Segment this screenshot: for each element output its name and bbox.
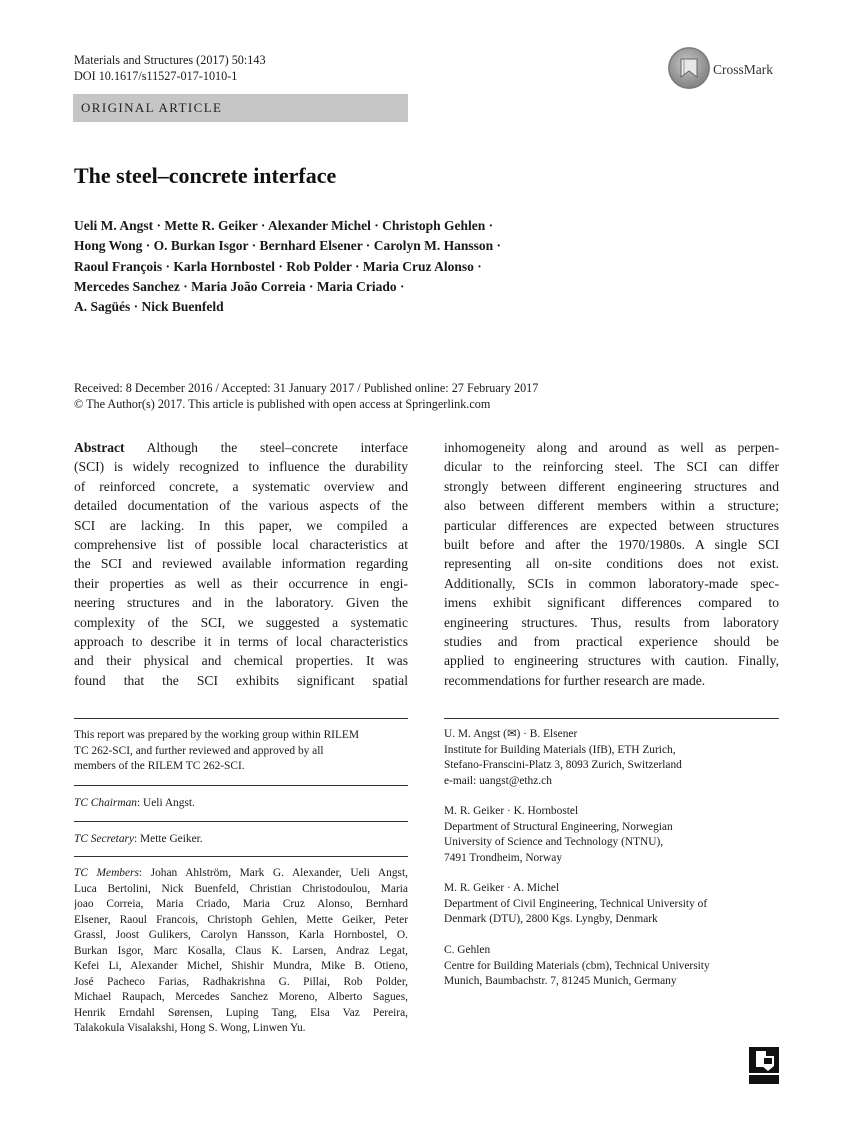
article-type-banner: ORIGINAL ARTICLE (73, 94, 408, 122)
footnote-divider (74, 856, 408, 857)
abstract-line: also between different members within a structure; (444, 498, 779, 514)
abstract-line: complexity of the SCI, we suggested a systematic (74, 614, 408, 630)
abstract-line: studies and from practical experience should be (444, 633, 779, 649)
affiliation-block (444, 804, 779, 866)
rilem-report-note (74, 728, 408, 775)
rilem-logo (748, 1046, 780, 1086)
abstract-line: applied to engineering structures with caution. Finally, (444, 653, 779, 669)
members-line: Talakokula Visalakshi, Hong S. Wong, Linwen Yu. (74, 1022, 306, 1034)
tc-members (74, 866, 408, 1037)
publication-dates (74, 380, 538, 412)
chairman-name: : Ueli Angst. (136, 797, 195, 809)
note-line: TC 262-SCI, and further reviewed and approved by all (74, 744, 324, 757)
affiliation-divider (444, 718, 779, 719)
members-line: Michael Raupach, Mercedes Sanchez Moreno, Alberto Sagues, (74, 991, 408, 1003)
affiliation-line: Stefano-Franscini-Platz 3, 8093 Zurich, Switzerland (444, 759, 682, 771)
abstract-line: the SCI and reviewed available information regarding (74, 556, 408, 572)
note-line: This report was prepared by the working group within RILEM (74, 729, 360, 741)
affiliation-line: Denmark (DTU), 2800 Kgs. Lyngby, Denmark (444, 913, 658, 925)
chairman-label: TC Chairman (74, 797, 137, 809)
affiliation-line: Department of Civil Engineering, Technical University of (444, 897, 708, 910)
secretary-name: : Mette Geiker. (134, 833, 203, 845)
affiliation-line: Munich, Baumbachstr. 7, 81245 Munich, Germany (444, 975, 677, 987)
doi[interactable]: DOI 10.1617/s11527-017-1010-1 (74, 69, 238, 83)
author-list (74, 216, 774, 317)
abstract-line: engineering structures. Thus, results from laboratory (444, 614, 779, 630)
tc-chairman (74, 796, 408, 812)
members-line: Burkan Isgor, Marc Kosalla, Claus K. Larsen, Andraz Legat, (74, 944, 408, 957)
abstract-line: strongly between different engineering structures and (444, 478, 779, 494)
affiliation-line: University of Science and Technology (NTNU), (444, 836, 664, 848)
footnote-divider (74, 718, 408, 719)
affiliation-authors: U. M. Angst (✉) · B. Elsener (444, 728, 578, 740)
abstract-line: (SCI) is widely recognized to influence the durability (74, 459, 408, 475)
author-line: A. Sagüés · Nick Buenfeld (74, 299, 224, 315)
abstract-line: imens exhibit significant differences compared to (444, 595, 779, 611)
author-line: Mercedes Sanchez · Maria João Correia · Maria Criado · (74, 278, 405, 294)
journal-citation (74, 52, 266, 84)
crossmark-icon (668, 47, 710, 89)
members-line: Elsener, Raoul Francois, Christoph Gehlen, Mette Geiker, Peter (74, 913, 408, 926)
affiliation-authors: M. R. Geiker · K. Hornbostel (444, 805, 579, 817)
abstract-line: recommendations for further research are made. (444, 672, 706, 688)
author-line: Ueli M. Angst · Mette R. Geiker · Alexander Michel · Christoph Gehlen · (74, 218, 494, 233)
footnote-divider (74, 821, 408, 822)
crossmark-badge[interactable] (668, 47, 780, 93)
abstract-line: found that the SCI exhibits significant spatial (74, 672, 408, 688)
abstract-label: Abstract (74, 440, 125, 455)
affiliation-block (444, 727, 779, 789)
affiliation-line: Centre for Building Materials (cbm), Technical University (444, 959, 710, 972)
affiliation-line: Institute for Building Materials (IfB), ETH Zurich, (444, 743, 676, 756)
tc-secretary (74, 832, 408, 848)
email-link[interactable]: e-mail: uangst@ethz.ch (444, 774, 552, 787)
abstract-line: Abstract Although the steel–concrete interface (74, 440, 408, 455)
abstract-right-column (444, 438, 779, 690)
abstract-line: of reinforced concrete, a systematic overview and (74, 478, 408, 494)
affiliation-authors: C. Gehlen (444, 944, 491, 956)
secretary-label: TC Secretary (74, 833, 135, 845)
article-title: The steel–concrete interface (74, 163, 337, 188)
rilem-logo-icon (748, 1046, 780, 1086)
affiliation-block (444, 881, 779, 928)
abstract-line: SCI are lacking. In this paper, we compiled a (74, 517, 408, 533)
history-dates: Received: 8 December 2016 / Accepted: 31 January 2017 / Published online: 27 February 2017 (74, 381, 539, 395)
members-line: Luca Bertolini, Nick Buenfeld, Christian Christodoulou, Maria (74, 882, 408, 895)
abstract-line: built before and after the 1970/1980s. A single SCI (444, 536, 779, 552)
journal-volume: Materials and Structures (2017) 50:143 (74, 53, 266, 67)
affiliation-line: Department of Structural Engineering, Norwegian (444, 820, 673, 833)
members-line: Grassl, Joost Gulikers, Carolyn Hansson, Karla Hornbostel, O. (74, 929, 408, 941)
author-line: Raoul François · Karla Hornbostel · Rob Polder · Maria Cruz Alonso · (74, 258, 482, 274)
abstract-left-column (74, 438, 408, 690)
footnote-divider (74, 785, 408, 786)
abstract-line: dicular to the reinforcing steel. The SCI can differ (444, 459, 779, 475)
abstract-line: particular differences are expected between structures (444, 517, 779, 533)
abstract-line: and their physical and chemical properties. It was (74, 653, 408, 669)
members-line: José Pacheco Farias, Radhakrishna G. Pillai, Rob Polder, (74, 975, 408, 988)
abstract-line: their properties as well as their occurrence in engi- (74, 575, 408, 591)
abstract-line: Additionally, SCIs in common laboratory-made spec- (444, 575, 779, 591)
abstract-line: comprehensive list of possible local characteristics at (74, 536, 408, 552)
note-line: members of the RILEM TC 262-SCI. (74, 760, 245, 772)
author-line: Hong Wong · O. Burkan Isgor · Bernhard Elsener · Carolyn M. Hansson · (74, 238, 501, 254)
members-line: Henrik Erndahl Sørensen, Luping Tang, Elsa Vaz Pereira, (74, 1006, 408, 1019)
copyright-line: © The Author(s) 2017. This article is published with open access at Springerlink.com (74, 397, 491, 411)
members-line: joao Correia, Maria Criado, Maria Cruz Alonso, Bernhard (74, 898, 408, 910)
members-line: Kefei Li, Alexander Michel, Shishir Mundra, Mike B. Otieno, (74, 960, 408, 972)
abstract-line: approach to describe it in terms of local characteristics (74, 633, 408, 649)
abstract-line: inhomogeneity along and around as well as perpen- (444, 440, 779, 455)
affiliation-line: 7491 Trondheim, Norway (444, 851, 563, 864)
crossmark-label: CrossMark (713, 62, 773, 77)
affiliation-block (444, 943, 779, 990)
members-line: TC Members: Johan Ahlström, Mark G. Alexander, Ueli Angst, (74, 867, 408, 879)
abstract-line: representing all on-site conditions does not exist. (444, 556, 779, 572)
affiliation-authors: M. R. Geiker · A. Michel (444, 882, 560, 894)
members-label: TC Members (74, 867, 139, 879)
abstract-line: neering structures and in the laboratory. Given the (74, 595, 408, 611)
abstract-line: detailed documentation of the various aspects of the (74, 498, 408, 514)
